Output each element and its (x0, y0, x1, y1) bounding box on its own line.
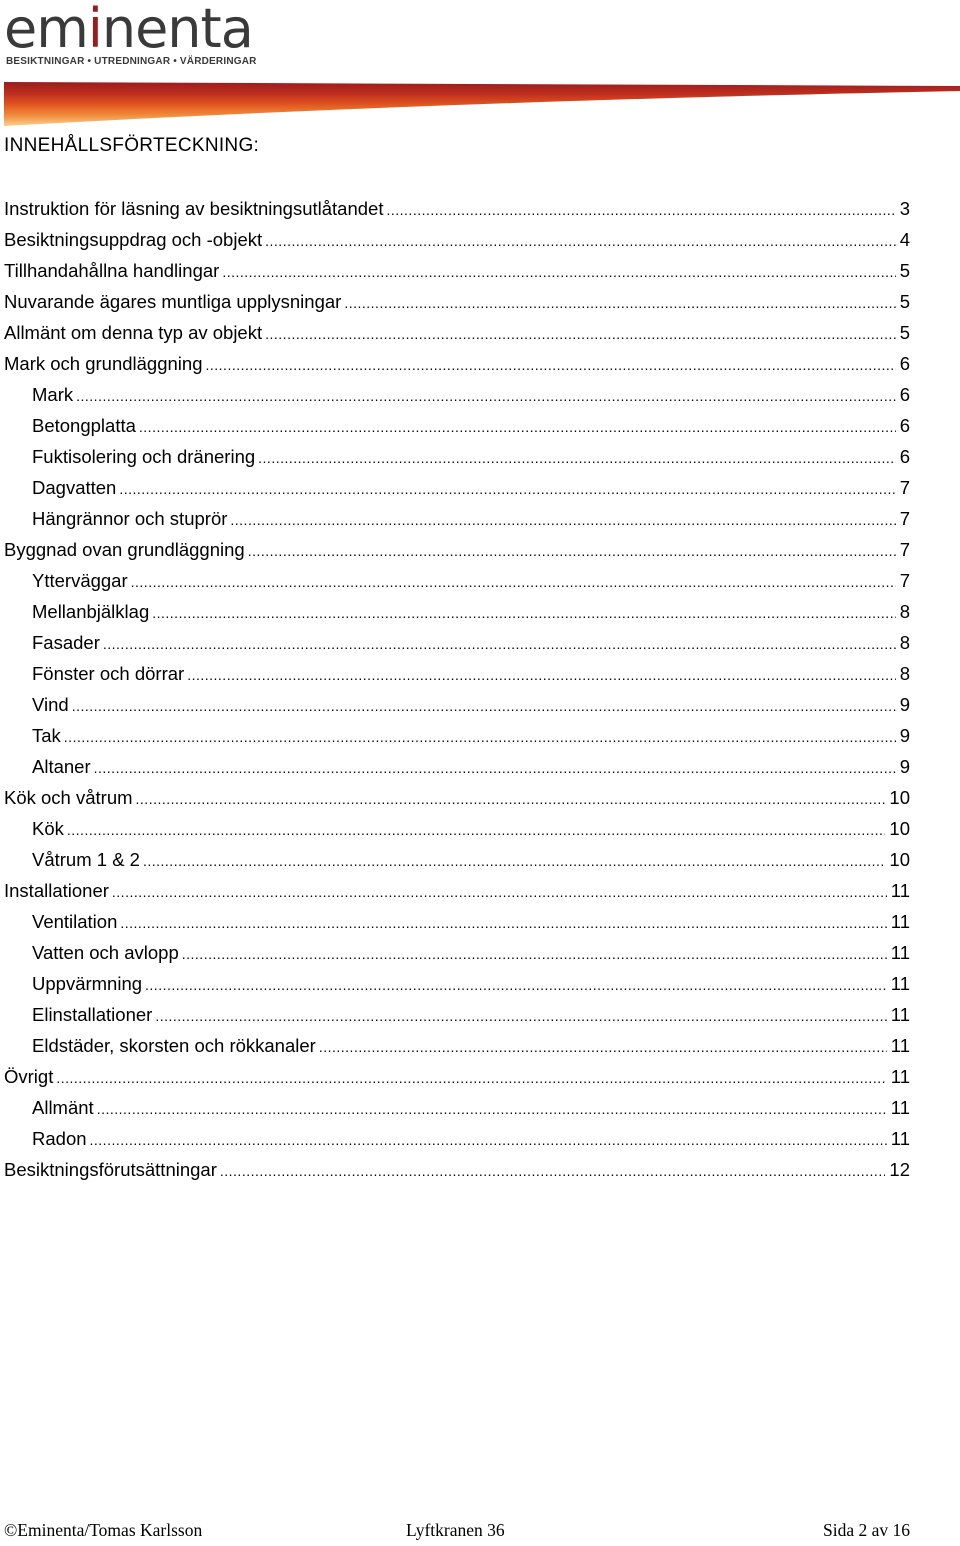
toc-entry[interactable] (4, 193, 910, 224)
toc-entry[interactable] (4, 1154, 910, 1185)
toc-dot-leader (206, 350, 896, 381)
toc-entry[interactable] (4, 441, 910, 472)
toc-dot-leader (344, 288, 895, 319)
toc-entry-title: Fönster och dörrar (32, 663, 185, 684)
toc-dot-leader (67, 815, 886, 846)
toc-dot-leader (145, 970, 887, 1001)
toc-entry-page: 11 (890, 1035, 910, 1056)
toc-entry-title: Uppvärmning (32, 973, 143, 994)
toc-entry-page: 7 (899, 539, 910, 560)
toc-entry-title: Altaner (32, 756, 91, 777)
toc-entry[interactable] (4, 906, 910, 937)
toc-dot-leader (187, 660, 896, 691)
toc-entry-title: Eldstäder, skorsten och rökkanaler (32, 1035, 316, 1056)
toc-entry-page: 11 (890, 1004, 910, 1025)
toc-entry[interactable] (4, 348, 910, 379)
toc-entry[interactable] (4, 689, 910, 720)
toc-dot-leader (386, 195, 895, 226)
toc-entry-title: Tillhandahållna handlingar (4, 260, 220, 281)
toc-entry[interactable] (4, 410, 910, 441)
toc-dot-leader (319, 1032, 887, 1063)
toc-entry-title: Besiktningsförutsättningar (4, 1159, 217, 1180)
page-footer (4, 1520, 910, 1544)
toc-entry-page: 9 (899, 694, 910, 715)
toc-entry-title: Ventilation (32, 911, 118, 932)
toc-entry[interactable] (4, 255, 910, 286)
toc-dot-leader (64, 722, 896, 753)
toc-dot-leader (90, 1125, 887, 1156)
toc-dot-leader (248, 536, 896, 567)
toc-entry[interactable] (4, 472, 910, 503)
toc-entry-page: 5 (899, 291, 910, 312)
toc-entry-title: Allmänt (32, 1097, 94, 1118)
toc-entry-title: Allmänt om denna typ av objekt (4, 322, 263, 343)
toc-entry-title: Fasader (32, 632, 100, 653)
logo-text-accent-i: i (87, 0, 102, 60)
toc-entry-title: Besiktningsuppdrag och -objekt (4, 229, 263, 250)
toc-dot-leader (222, 257, 895, 288)
toc-entry[interactable] (4, 317, 910, 348)
logo-tagline: BESIKTNINGAR • UTREDNINGAR • VÄRDERINGAR (6, 56, 257, 67)
toc-entry-page: 9 (899, 725, 910, 746)
toc-dot-leader (143, 846, 885, 877)
toc-entry-title: Installationer (4, 880, 109, 901)
toc-entry[interactable] (4, 720, 910, 751)
toc-entry-page: 11 (890, 1097, 910, 1118)
toc-entry[interactable] (4, 503, 910, 534)
toc-entry-title: Vatten och avlopp (32, 942, 179, 963)
toc-entry-page: 5 (899, 322, 910, 343)
toc-entry-page: 8 (899, 663, 910, 684)
toc-dot-leader (97, 1094, 887, 1125)
toc-entry-page: 8 (899, 601, 910, 622)
toc-entry[interactable] (4, 1061, 910, 1092)
toc-dot-leader (136, 784, 886, 815)
toc-entry-title: Betongplatta (32, 415, 136, 436)
toc-entry-title: Byggnad ovan grundläggning (4, 539, 245, 560)
toc-dot-leader (258, 443, 896, 474)
toc-entry[interactable] (4, 596, 910, 627)
footer-property: Lyftkranen 36 (406, 1520, 505, 1540)
logo-wordmark (4, 0, 253, 60)
toc-entry-title: Hängrännor och stuprör (32, 508, 228, 529)
toc-entry-page: 9 (899, 756, 910, 777)
toc-entry-page: 11 (890, 911, 910, 932)
toc-entry-title: Övrigt (4, 1066, 54, 1087)
toc-dot-leader (182, 939, 887, 970)
toc-entry[interactable] (4, 1030, 910, 1061)
toc-entry-title: Dagvatten (32, 477, 117, 498)
toc-entry-page: 11 (890, 942, 910, 963)
toc-entry-page: 6 (899, 353, 910, 374)
toc-entry-title: Vind (32, 694, 69, 715)
toc-entry[interactable] (4, 379, 910, 410)
toc-dot-leader (265, 319, 896, 350)
toc-entry-title: Radon (32, 1128, 87, 1149)
toc-entry-page: 3 (899, 198, 910, 219)
toc-entry-title: Kök (32, 818, 64, 839)
toc-heading: INNEHÅLLSFÖRTECKNING: (4, 135, 260, 156)
toc-entry-title: Elinstallationer (32, 1004, 153, 1025)
toc-entry-title: Nuvarande ägares muntliga upplysningar (4, 291, 342, 312)
toc-dot-leader (112, 877, 887, 908)
logo-text-part1: em (4, 0, 88, 60)
toc-entry[interactable] (4, 286, 910, 317)
toc-entry[interactable] (4, 999, 910, 1030)
toc-entry[interactable] (4, 658, 910, 689)
toc-entry-title: Mark (32, 384, 74, 405)
toc-entry[interactable] (4, 1092, 910, 1123)
toc-entry[interactable] (4, 813, 910, 844)
toc-dot-leader (120, 908, 886, 939)
toc-entry-page: 6 (899, 384, 910, 405)
toc-entry-page: 8 (899, 632, 910, 653)
toc-entry[interactable] (4, 968, 910, 999)
toc-entry-page: 4 (899, 229, 910, 250)
toc-entry-title: Mark och grundläggning (4, 353, 203, 374)
toc-dot-leader (139, 412, 896, 443)
toc-entry-page: 11 (890, 880, 910, 901)
toc-entry[interactable] (4, 534, 910, 565)
toc-entry[interactable] (4, 844, 910, 875)
toc-dot-leader (152, 598, 895, 629)
toc-dot-leader (220, 1156, 886, 1187)
toc-entry[interactable] (4, 937, 910, 968)
toc-dot-leader (103, 629, 896, 660)
toc-dot-leader (94, 753, 896, 784)
logo-text-part2: nenta (101, 0, 253, 60)
toc-entry-page: 10 (889, 787, 910, 808)
eminenta-logo (4, 0, 257, 72)
toc-entry-page: 11 (890, 1128, 910, 1149)
toc-dot-leader (72, 691, 896, 722)
toc-entry-title: Våtrum 1 & 2 (32, 849, 140, 870)
toc-entry[interactable] (4, 627, 910, 658)
toc-entry-page: 5 (899, 260, 910, 281)
toc-entry[interactable] (4, 875, 910, 906)
toc-entry-page: 7 (899, 570, 910, 591)
footer-author: ©Eminenta/Tomas Karlsson (4, 1520, 203, 1540)
toc-entry-title: Tak (32, 725, 61, 746)
toc-dot-leader (230, 505, 895, 536)
toc-entry[interactable] (4, 565, 910, 596)
table-of-contents (4, 193, 910, 1185)
toc-dot-leader (155, 1001, 886, 1032)
footer-page-number: Sida 2 av 16 (822, 1520, 910, 1540)
toc-entry-page: 10 (889, 818, 910, 839)
toc-entry-title: Fuktisolering och dränering (32, 446, 256, 467)
toc-dot-leader (76, 381, 896, 412)
toc-entry-page: 7 (899, 508, 910, 529)
toc-dot-leader (265, 226, 896, 257)
toc-entry-page: 12 (889, 1159, 910, 1180)
toc-entry[interactable] (4, 782, 910, 813)
toc-entry[interactable] (4, 1123, 910, 1154)
toc-entry-title: Ytterväggar (32, 570, 128, 591)
toc-entry[interactable] (4, 224, 910, 255)
toc-entry-page: 11 (890, 973, 910, 994)
toc-entry-title: Mellanbjälklag (32, 601, 150, 622)
toc-entry-page: 6 (899, 446, 910, 467)
toc-dot-leader (56, 1063, 886, 1094)
toc-entry-page: 10 (889, 849, 910, 870)
toc-entry-page: 6 (899, 415, 910, 436)
toc-dot-leader (131, 567, 896, 598)
header-color-band (4, 82, 960, 126)
toc-entry-title: Instruktion för läsning av besiktningsutlåtandet (4, 198, 384, 219)
toc-entry-title: Kök och våtrum (4, 787, 133, 808)
band-shape (4, 82, 960, 126)
toc-dot-leader (119, 474, 895, 505)
toc-entry-page: 7 (899, 477, 910, 498)
toc-entry[interactable] (4, 751, 910, 782)
toc-entry-page: 11 (890, 1066, 910, 1087)
